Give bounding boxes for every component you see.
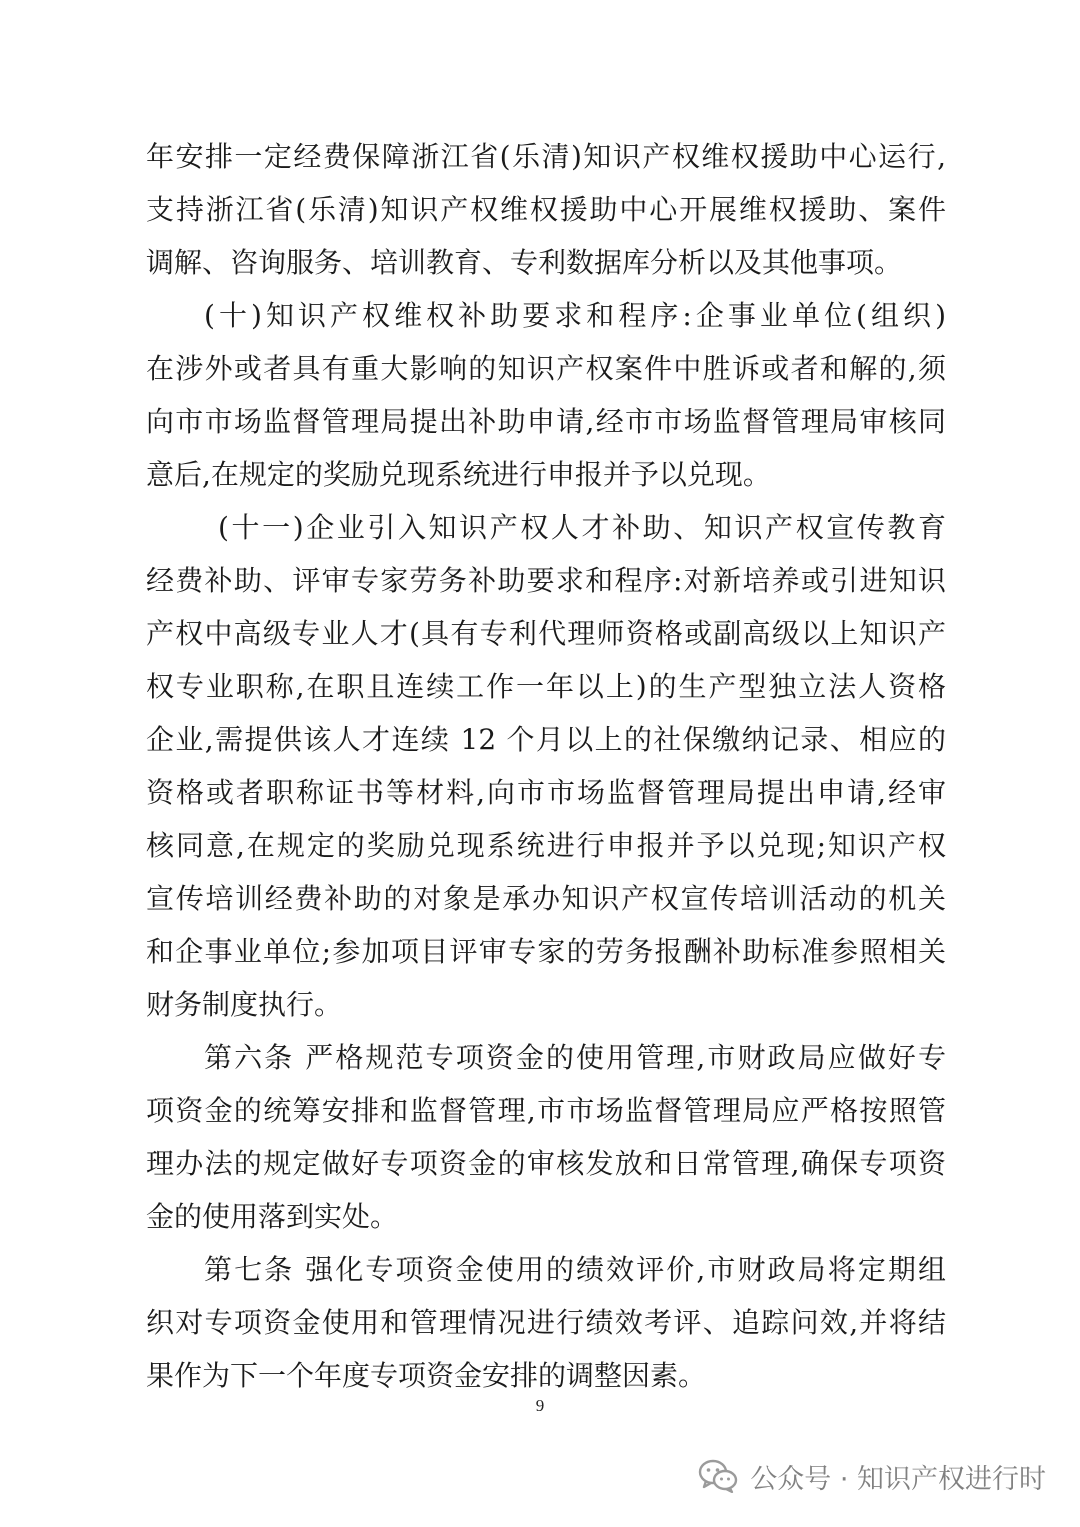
body-line: 宣传培训经费补助的对象是承办知识产权宣传培训活动的机关 (146, 882, 946, 915)
wechat-icon (698, 1459, 738, 1493)
body-line: 理办法的规定做好专项资金的审核发放和日常管理,确保专项资 (146, 1147, 946, 1180)
body-line: 经费补助、评审专家劳务补助要求和程序:对新培养或引进知识 (146, 564, 946, 597)
body-line: 产权中高级专业人才(具有专利代理师资格或副高级以上知识产 (146, 617, 946, 650)
body-line: 资格或者职称证书等材料,向市市场监督管理局提出申请,经审 (146, 776, 946, 809)
body-line: 第六条 严格规范专项资金的使用管理,市财政局应做好专 (204, 1041, 946, 1074)
body-line: 果作为下一个年度专项资金安排的调整因素。 (146, 1359, 707, 1392)
body-line: 企业,需提供该人才连续 12 个月以上的社保缴纳记录、相应的 (146, 723, 946, 756)
body-line: 金的使用落到实处。 (146, 1200, 399, 1233)
body-line: 向市市场监督管理局提出补助申请,经市市场监督管理局审核同 (146, 405, 946, 438)
body-line: 支持浙江省(乐清)知识产权维权援助中心开展维权援助、案件 (146, 193, 946, 226)
body-line: 财务制度执行。 (146, 988, 343, 1021)
page-number: 9 (535, 1396, 545, 1415)
watermark (698, 1454, 1046, 1498)
watermark-text: 公众号 · 知识产权进行时 (750, 1463, 1046, 1495)
document-body (146, 130, 946, 1402)
body-line: 权专业职称,在职且连续工作一年以上)的生产型独立法人资格 (146, 670, 946, 703)
body-line: 意后,在规定的奖励兑现系统进行申报并予以兑现。 (146, 458, 771, 491)
body-line: 核同意,在规定的奖励兑现系统进行申报并予以兑现;知识产权 (146, 829, 946, 862)
body-line: 和企事业单位;参加项目评审专家的劳务报酬补助标准参照相关 (146, 935, 946, 968)
body-line: 项资金的统筹安排和监督管理,市市场监督管理局应严格按照管 (146, 1094, 946, 1127)
body-line: 织对专项资金使用和管理情况进行绩效考评、追踪问效,并将结 (146, 1306, 946, 1339)
body-line: (十一)企业引入知识产权人才补助、知识产权宣传教育 (218, 511, 946, 544)
body-line: 调解、咨询服务、培训教育、专利数据库分析以及其他事项。 (146, 246, 903, 279)
body-line: 第七条 强化专项资金使用的绩效评价,市财政局将定期组 (204, 1253, 946, 1286)
body-line: (十)知识产权维权补助要求和程序:企事业单位(组织) (204, 299, 946, 332)
body-line: 在涉外或者具有重大影响的知识产权案件中胜诉或者和解的,须 (146, 352, 946, 385)
body-line: 年安排一定经费保障浙江省(乐清)知识产权维权援助中心运行, (146, 140, 946, 173)
